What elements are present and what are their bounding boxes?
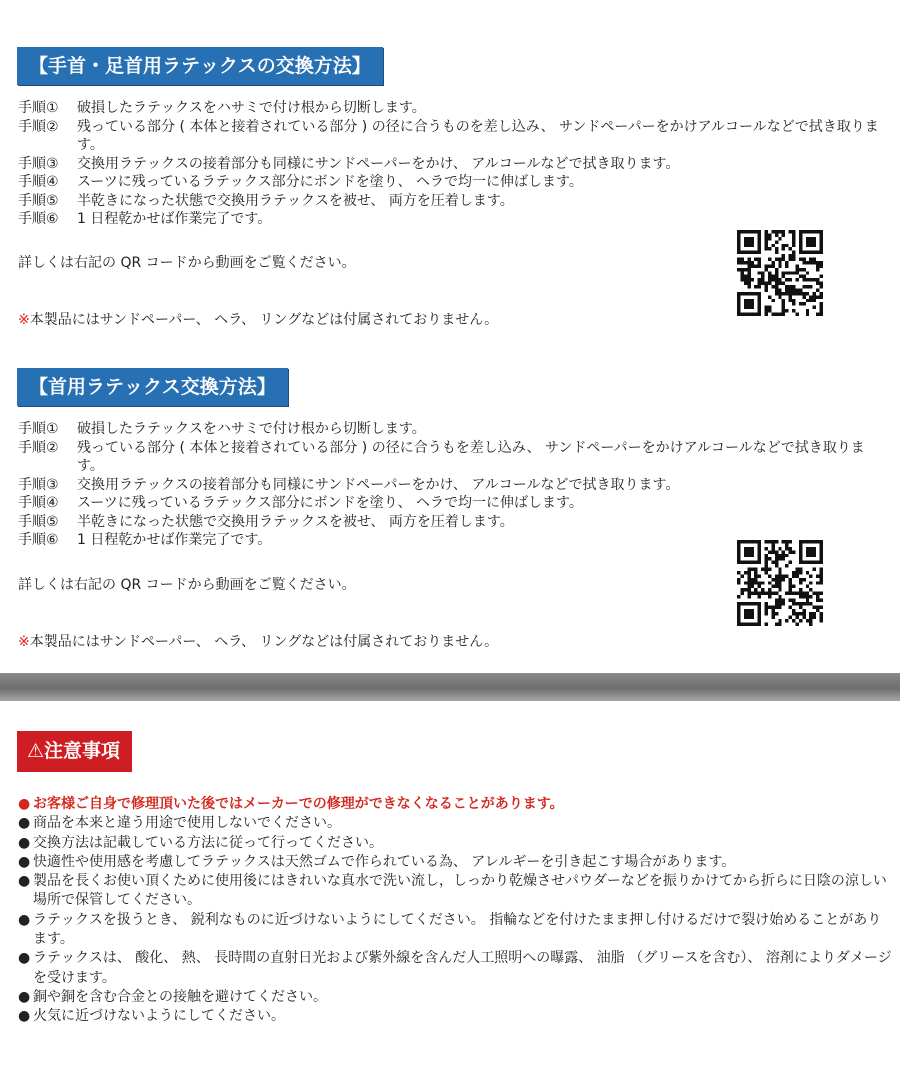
step-row <box>18 494 888 513</box>
section2-detail: 詳しくは右記の QR コードから動画をご覧ください。 <box>18 577 356 593</box>
step-row <box>18 99 888 118</box>
step-row <box>18 439 888 476</box>
step-text: 破損したラテックスをハサミで付け根から切断します。 <box>77 421 426 437</box>
step-row <box>18 210 888 229</box>
caution-text: 交換方法は記載している方法に従って行ってください。 <box>33 834 383 851</box>
section2-steps <box>18 420 888 550</box>
note-text: 本製品にはサンドペーパー、 ヘラ、 リングなどは付属されておりません。 <box>29 312 499 328</box>
caution-item <box>18 853 894 872</box>
step-label: 手順④ <box>18 495 59 511</box>
step-text: 半乾きになった状態で交換用ラテックスを被せ、 両方を圧着します。 <box>77 513 514 530</box>
bullet-icon: ● <box>18 873 31 890</box>
qr-code-icon[interactable] <box>737 540 823 626</box>
step-text: 交換用ラテックスの接着部分も同様にサンドペーパーをかけ、 アルコールなどで拭き取ります。 <box>77 476 680 493</box>
qr-code-icon[interactable] <box>737 230 823 316</box>
section1-detail: 詳しくは右記の QR コードから動画をご覧ください。 <box>18 255 356 271</box>
step-label: 手順⑤ <box>18 192 59 209</box>
step-label: 手順③ <box>18 476 59 493</box>
caution-item <box>18 872 894 911</box>
caution-item <box>18 814 894 833</box>
step-row <box>18 118 888 155</box>
caution-item <box>18 795 894 814</box>
section2-title: 【首用ラテックス交換方法】 <box>17 368 288 406</box>
step-label: 手順① <box>18 421 59 437</box>
step-label: 手順⑥ <box>18 532 59 548</box>
step-label: 手順② <box>18 118 59 135</box>
caution-text: 銅や銅を含む合金との接触を避けてください。 <box>33 988 327 1005</box>
caution-text: ラテックスを扱うとき、 鋭利なものに近づけないようにしてください。 指輪などを付けたまま押し付けるだけで裂け始めることがあります。 <box>33 911 882 948</box>
step-label: 手順④ <box>18 174 59 190</box>
bullet-icon: ● <box>18 950 31 967</box>
step-text: 半乾きになった状態で交換用ラテックスを被せ、 両方を圧着します。 <box>77 192 514 209</box>
bullet-icon: ● <box>18 911 31 928</box>
section1-steps <box>18 99 888 229</box>
step-text: 1 日程乾かせば作業完了です。 <box>77 532 272 548</box>
step-text: スーツに残っているラテックス部分にボンドを塗り、 ヘラで均一に伸ばします。 <box>77 495 583 511</box>
section1-note <box>18 309 498 329</box>
note-mark: ※ <box>18 634 30 650</box>
section2-note <box>18 631 498 651</box>
bullet-icon: ● <box>18 796 31 812</box>
caution-text: ラテックスは、 酸化、 熱、 長時間の直射日光および紫外線を含んだ人工照明への曝露、 油脂 （グリースを含む）、 溶剤によりダメージを受けます。 <box>33 950 892 986</box>
cautions-list <box>18 795 894 1027</box>
caution-item <box>18 834 894 853</box>
step-text: 破損したラテックスをハサミで付け根から切断します。 <box>77 100 426 116</box>
step-label: 手順⑥ <box>18 211 59 227</box>
divider-band <box>0 673 900 701</box>
caution-item <box>18 1007 894 1026</box>
step-label: 手順② <box>18 439 59 456</box>
step-label: 手順③ <box>18 155 59 172</box>
note-mark: ※ <box>18 312 30 328</box>
step-row <box>18 155 888 174</box>
step-label: 手順① <box>18 100 59 116</box>
bullet-icon: ● <box>18 1008 31 1025</box>
caution-item <box>18 988 894 1007</box>
step-text: 残っている部分 ( 本体と接着されている部分 ) の径に合うものを差し込み、 サンドペーパーをかけアルコールなどで拭き取ります。 <box>77 118 879 153</box>
caution-text: 快適性や使用感を考慮してラテックスは天然ゴムで作られている為、 アレルギーを引き起こす場合があります。 <box>33 853 736 870</box>
bullet-icon: ● <box>18 988 31 1005</box>
step-text: スーツに残っているラテックス部分にボンドを塗り、 ヘラで均一に伸ばします。 <box>77 174 583 190</box>
bullet-icon: ● <box>18 834 31 851</box>
caution-text: 製品を長くお使い頂くために使用後にはきれいな真水で洗い流し，しっかり乾燥させパウダーなどを振りかけてから折らに日陰の涼しい場所で保管してください。 <box>33 873 887 909</box>
caution-item <box>18 949 894 988</box>
caution-item <box>18 911 894 950</box>
step-text: 1 日程乾かせば作業完了です。 <box>77 211 272 227</box>
bullet-icon: ● <box>18 815 31 832</box>
step-row <box>18 173 888 192</box>
caution-text: 火気に近づけないようにしてください。 <box>33 1008 285 1025</box>
step-row <box>18 476 888 495</box>
section1-title: 【手首・足首用ラテックスの交換方法】 <box>17 47 383 85</box>
caution-text: お客様ご自身で修理頂いた後ではメーカーでの修理ができなくなることがあります。 <box>33 796 564 812</box>
caution-text: 商品を本来と違う用途で使用しないでください。 <box>33 815 341 832</box>
step-row <box>18 513 888 532</box>
note-text: 本製品にはサンドペーパー、 ヘラ、 リングなどは付属されておりません。 <box>29 634 499 650</box>
step-row <box>18 192 888 211</box>
step-text: 残っている部分 ( 本体と接着されている部分 ) の径に合うもを差し込み、 サンドペーパーをかけアルコールなどで拭き取ります。 <box>77 439 865 474</box>
step-text: 交換用ラテックスの接着部分も同様にサンドペーパーをかけ、 アルコールなどで拭き取ります。 <box>77 155 680 172</box>
step-label: 手順⑤ <box>18 513 59 530</box>
bullet-icon: ● <box>18 853 31 870</box>
step-row <box>18 420 888 439</box>
cautions-title: ⚠注意事項 <box>17 731 132 772</box>
